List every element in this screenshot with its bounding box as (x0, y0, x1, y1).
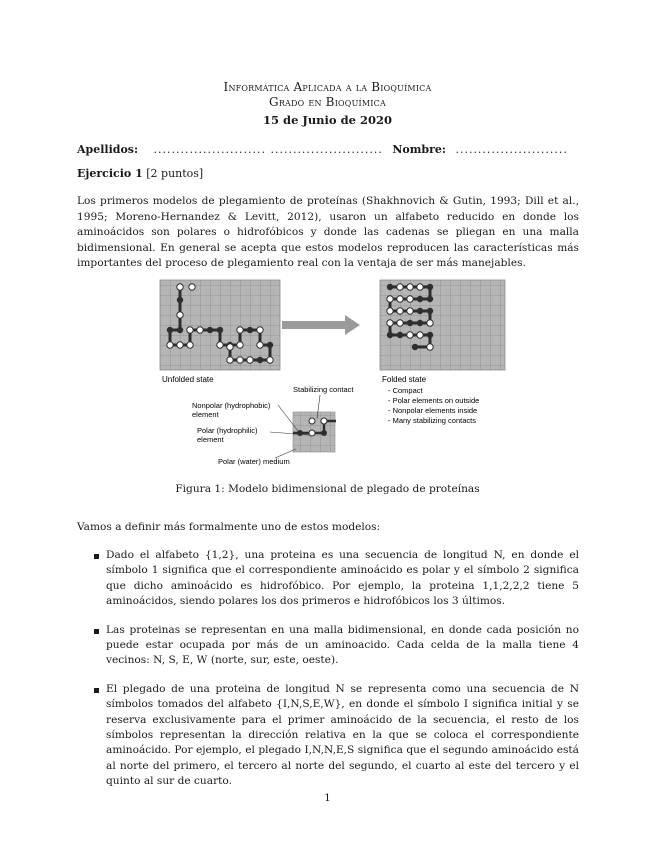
legend-polar-line1: Polar (hydrophilic) (197, 426, 258, 435)
figure-caption: Figura 1: Modelo bidimensional de plegado de proteínas (175, 483, 480, 495)
unfolded-lattice (160, 280, 280, 370)
name-label: Nombre: (392, 143, 446, 156)
folded-note-1: - Compact (388, 386, 423, 395)
list-item: El plegado de una proteina de longitud N se representa como una secuencia de N símbolos tomados del alfabeto {I,N,S,E,W}, en donde el símbolo I significa initial y se reserva exclusivamente para el primer aminoácido de la secuencia, el resto de los símbolos representan la dirección relativa en la que se coloca el correspondiente aminoácido. Por ejemplo, el plegado I,N,N,E,S significa que el segundo aminoácido está al norte del primero, el tercero al norte del segundo, el cuarto al este del tercero y el quinto al sur de cuarto. (77, 682, 579, 790)
bullet-icon (94, 629, 99, 634)
intro-paragraph: Los primeros modelos de plegamiento de proteínas (Shakhnovich & Gutin, 1993; Dill et al., 1995; Moreno-Hernandez & Levitt, 2012), usaron un alfabeto reducido en donde los aminoácidos son polares o hidrofóbicos y donde las cadenas se pliegan en una malla bidimensional. En general se acepta que estos modelos reproducen las características más importantes del proceso de plegamiento real con la ventaja de ser más manejables. (77, 195, 579, 269)
bullet-icon (94, 688, 99, 693)
unfolded-label: Unfolded state (162, 375, 214, 384)
exam-date: 15 de Junio de 2020 (263, 113, 392, 127)
legend-medium-label: Polar (water) medium (218, 457, 290, 466)
exercise-title: Ejercicio 1 (77, 167, 143, 180)
legend-nonpolar-line2: element (192, 410, 219, 419)
name-blank: ......................... (455, 143, 568, 156)
degree-title: Grado en Bioquímica (269, 95, 386, 109)
protein-folding-figure (150, 275, 510, 470)
folded-note-4: - Many stabilizing contacts (388, 416, 476, 425)
lead-sentence: Vamos a definir más formalmente uno de estos modelos: (77, 521, 381, 533)
bullet-icon (94, 554, 99, 559)
course-title: Informática Aplicada a la Bioquímica (223, 80, 432, 94)
exercise-points: [2 puntos] (146, 167, 204, 180)
list-item: Las proteinas se representan en una malla bidimensional, en donde cada posición no puede estar ocupada por más de un aminoacido. Cada celda de la malla tiene 4 vecinos: N, S, E, W (norte, sur, este, oeste). (77, 623, 579, 669)
definition-list (77, 548, 579, 803)
folded-note-3: - Nonpolar elements inside (388, 406, 478, 415)
surname-blank: ......................... ......................... (153, 143, 383, 156)
legend-contact-label: Stabilizing contact (293, 385, 354, 394)
surname-label: Apellidos: (77, 143, 139, 156)
exercise-heading (77, 167, 579, 180)
folded-label: Folded state (382, 375, 427, 384)
list-item: Dado el alfabeto {1,2}, una proteina es una secuencia de longitud N, en donde el símbolo 1 significa que el correspondiente aminoácido es polar y el símbolo 2 significa que dicho aminoácido es hidrofóbico. Por ejemplo, la proteina 1,1,2,2,2 tiene 5 aminoácidos, siendo polares los dos primeros e hidrofóbicos los 3 últimos. (77, 548, 579, 610)
student-form (77, 143, 579, 156)
folding-arrow (282, 315, 360, 335)
folded-note-2: - Polar elements on outside (388, 396, 480, 405)
legend-polar-line2: element (197, 435, 224, 444)
legend-nonpolar-line1: Nonpolar (hydrophobic) (192, 401, 271, 410)
page-number: 1 (324, 792, 331, 804)
